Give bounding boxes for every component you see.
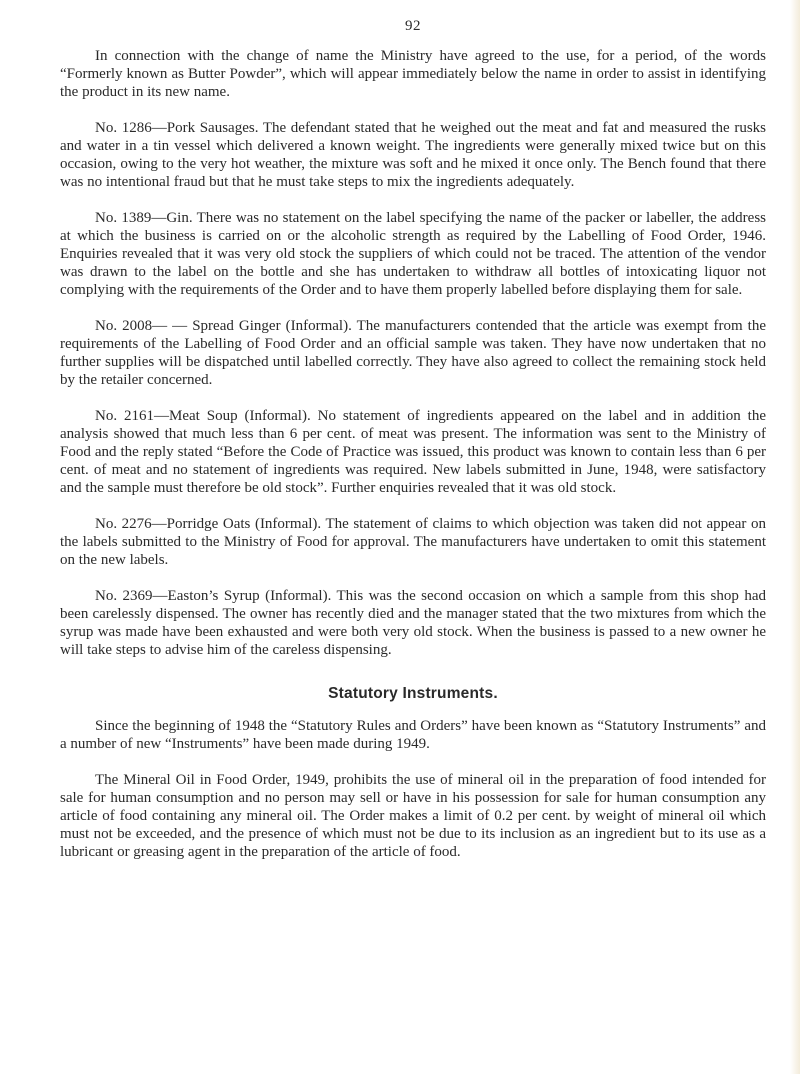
page-edge-shading bbox=[790, 0, 800, 1074]
statutory-paragraph-mineral-oil: The Mineral Oil in Food Order, 1949, prohibits the use of mineral oil in the preparation of food intended for sale for human consumption and no person may sell or have in his possession for sale for human consumption any article of food containing any mineral oil. The Order makes a limit of 0.2 per cent. by weight of mineral oil which must not be exceeded, and the presence of which must not be due to its inclusion as an ingredient but to its use as a lubricant or greasing agent in the preparation of the article of food. bbox=[60, 772, 766, 860]
intro-paragraph: In connection with the change of name the Ministry have agreed to the use, for a period, of the words “Formerly known as Butter Powder”, which will appear immediately below the name in order to assist in identifying the product in its new name. bbox=[60, 48, 766, 100]
case-paragraph-gin: No. 1389—Gin. There was no statement on the label specifying the name of the packer or labeller, the address at which the business is carried on or the alcoholic strength as required by the Labelling of Food Order, 1946. Enquiries revealed that it was very old stock the suppliers of which could not be traced. The attention of the vendor was drawn to the label on the bottle and she has undertaken to withdraw all bottles of intoxicating liquor not complying with the requirements of the Order and to have them properly labelled before displaying them for sale. bbox=[60, 210, 766, 298]
case-paragraph-meat-soup: No. 2161—Meat Soup (Informal). No statement of ingredients appeared on the label and in addition the analysis showed that much less than 6 per cent. of meat was present. The information was sent to the Ministry of Food and the reply stated “Before the Code of Practice was issued, this product was known to contain less than 6 per cent. of meat and no statement of ingredients was required. New labels submitted in June, 1948, were satisfactory and the sample must therefore be old stock”. Further enquiries revealed that it was old stock. bbox=[60, 408, 766, 496]
case-paragraph-spread-ginger: No. 2008— — Spread Ginger (Informal). The manufacturers contended that the article was exempt from the requirements of the Labelling of Food Order and an official sample was taken. They have now undertaken that no further supplies will be dispatched until labelled correctly. They have also agreed to collect the remaining stock held by the retailer concerned. bbox=[60, 318, 766, 388]
case-paragraph-eastons-syrup: No. 2369—Easton’s Syrup (Informal). This was the second occasion on which a sample from this shop had been carelessly dispensed. The owner has recently died and the manager stated that the two mixtures from which the syrup was made have been exhausted and were both very old stock. When the business is passed to a new owner he will take steps to advise him of the careless dispensing. bbox=[60, 588, 766, 658]
statutory-paragraph-intro: Since the beginning of 1948 the “Statutory Rules and Orders” have been known as “Statutory Instruments” and a number of new “Instruments” have been made during 1949. bbox=[60, 718, 766, 752]
section-heading: Statutory Instruments. bbox=[328, 685, 498, 702]
case-paragraph-porridge-oats: No. 2276—Porridge Oats (Informal). The statement of claims to which objection was taken did not appear on the labels submitted to the Ministry of Food for approval. The manufacturers have undertaken to omit this statement on the new labels. bbox=[60, 516, 766, 568]
case-paragraph-pork-sausages: No. 1286—Pork Sausages. The defendant stated that he weighed out the meat and fat and measured the rusks and water in a tin vessel which delivered a known weight. The ingredients were generally mixed twice but on this occasion, owing to the very hot weather, the mixture was soft and he mixed it once only. The Bench found that there was no intentional fraud but that he must take steps to mix the ingredients adequately. bbox=[60, 120, 766, 190]
page-number: 92 bbox=[405, 18, 421, 34]
